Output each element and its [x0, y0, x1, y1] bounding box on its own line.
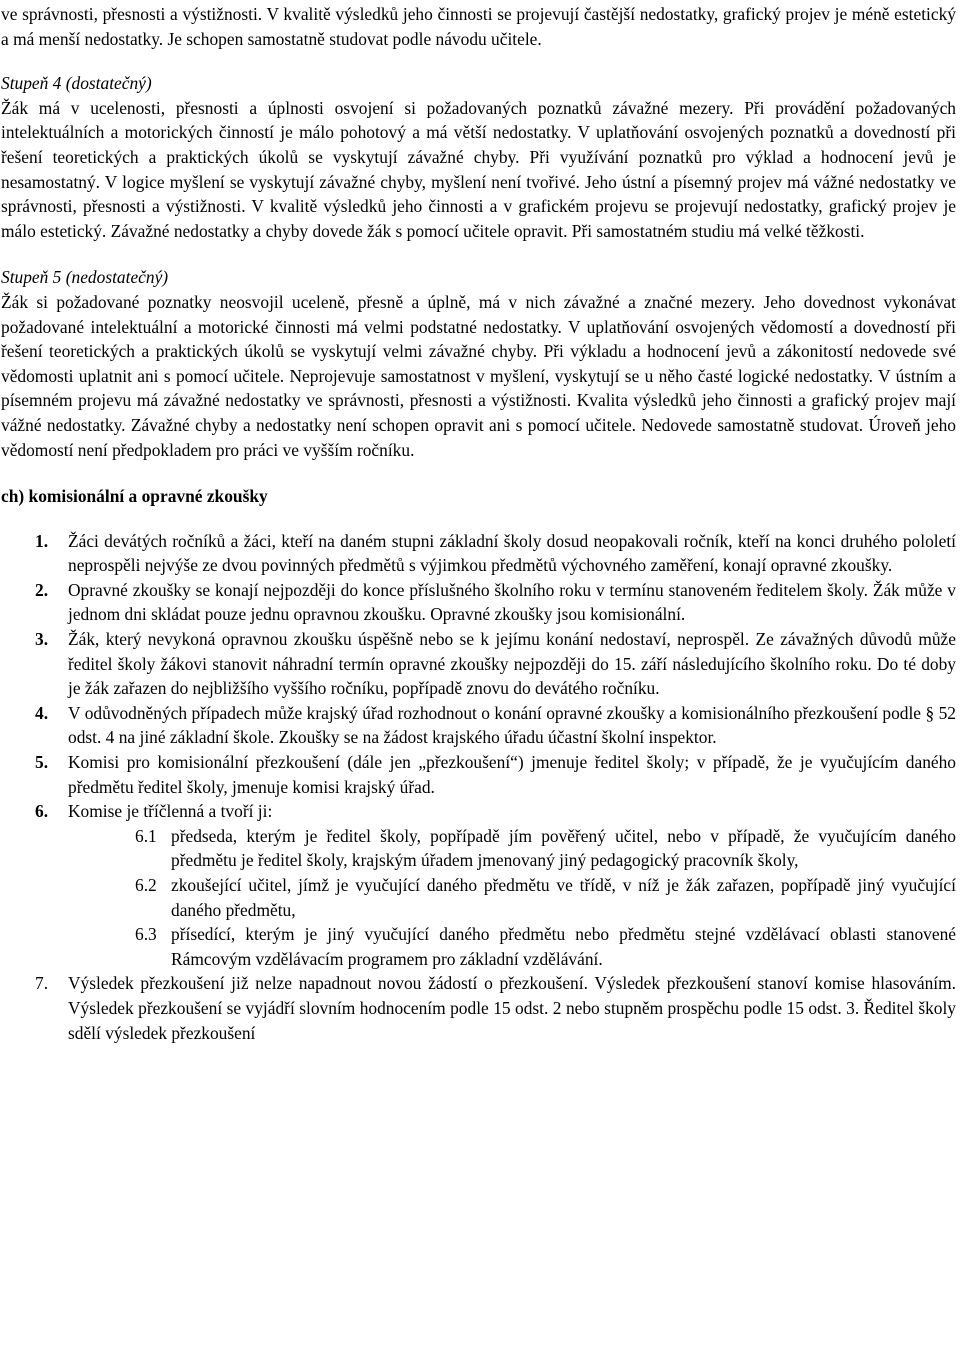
spacer [1, 243, 956, 265]
list-item [1, 701, 956, 750]
subitem-number: 6.2 [135, 875, 157, 895]
item-number: 3. [35, 629, 49, 650]
spacer [1, 462, 956, 484]
item-text: Komisi pro komisionální přezkoušení (dále jen „přezkoušení“) jmenuje ředitel školy; v případě, že je vyučujícím daného předmětu ředitel školy, jmenuje komisi krajský úřad. [68, 752, 956, 797]
list-item [1, 750, 956, 799]
list-item [1, 529, 956, 578]
item-number: 4. [35, 702, 49, 723]
item-text: Výsledek přezkoušení již nelze napadnout novou žádostí o přezkoušení. Výsledek přezkoušení stanoví komise hlasováním. Výsledek přezkoušení se vyjádří slovním hodnocením podle 15 odst. 2 nebo stupněm prospěchu podle 15 odst. 3. Ředitel školy sdělí výsledek přezkoušení [68, 973, 956, 1043]
list-item [1, 627, 956, 701]
spacer [1, 509, 956, 529]
sub-list-item [1, 873, 956, 922]
sub-list-item [1, 922, 956, 971]
rules-list [1, 529, 956, 1045]
grade5-text: Žák si požadované poznatky neosvojil uceleně, přesně a úplně, má v nich závažné a značné mezery. Jeho dovednost vykonávat požadované intelektuální a motorické činnosti má velmi podstatné nedostatky. V uplatňování osvojených vědomostí a dovedností při řešení teoretických a praktických úkolů se vyskytují velmi závažné chyby. Při výkladu a hodnocení jevů a zákonitostí nedovede své vědomosti uplatnit ani s pomocí učitele. Neprojevuje samostatnost v myšlení, vyskytují se u něho časté logické nedostatky. V ústním a písemném projevu má závažné nedostatky ve správnosti, přesnosti a výstižnosti. Kvalita výsledků jeho činnosti a grafický projev mají vážné nedostatky. Závažné chyby a nedostatky není schopen opravit ani s pomocí učitele. Nedovede samostatně studovat. Úroveň jeho vědomostí není předpokladem pro práci ve vyšším ročníku. [1, 291, 956, 460]
item-number: 6. [35, 801, 49, 822]
item-number: 5. [35, 752, 49, 773]
intro-continuation: ve správnosti, přesnosti a výstižnosti. V kvalitě výsledků jeho činnosti se projevují častější nedostatky, grafický projev je méně estetický a má menší nedostatky. Je schopen samostatně studovat podle návodu učitele. [1, 4, 956, 49]
item-number: 2. [35, 579, 49, 600]
subitem-text: zkoušející učitel, jímž je vyučující daného předmětu ve třídě, v níž je žák zařazen, popřípadě jiný vyučující daného předmětu, [171, 875, 956, 920]
section-title: ch) komisionální a opravné zkoušky [1, 486, 268, 507]
spacer [1, 51, 956, 71]
item-text: Opravné zkoušky se konají nejpozději do konce příslušného školního roku v termínu stanoveném ředitelem školy. Žák může v jednom dni skládat pouze jednu opravnou zkoušku. Opravné zkoušky jsou komisionální. [68, 579, 956, 625]
list-item [1, 578, 956, 627]
list-item [1, 799, 956, 971]
subitem-number: 6.1 [135, 825, 157, 846]
item-text: Žáci devátých ročníků a žáci, kteří na daném stupni základní školy dosud neopakovali ročník, kteří na konci druhého pololetí neprospěli nejvýše ze dvou povinných předmětů s výjimkou předmětů výchovného zaměření, konají opravné zkoušky. [68, 530, 956, 576]
sublist-wrapper [1, 824, 956, 972]
grade5-heading: Stupeň 5 (nedostatečný) [1, 267, 169, 288]
grade4-heading: Stupeň 4 (dostatečný) [1, 73, 152, 94]
item-number: 1. [35, 530, 49, 551]
sub-list [68, 824, 956, 972]
subitem-text: přísedící, kterým je jiný vyučující daného předmětu nebo předmětu stejné vzdělávací oblasti stanovené Rámcovým vzdělávacím programem pro základní vzdělávání. [171, 924, 956, 969]
item-text: Komise je tříčlenná a tvoří ji: [68, 801, 273, 822]
item-text: V odůvodněných případech může krajský úřad rozhodnout o konání opravné zkoušky a komisionálního přezkoušení podle § 52 odst. 4 na jiné základní škole. Zkoušky se na žádost krajského úřadu účastní školní inspektor. [68, 702, 956, 748]
list-item [1, 971, 956, 1045]
item-text: Žák, který nevykoná opravnou zkoušku úspěšně nebo se k jejímu konání nedostaví, neprospěl. Ze závažných důvodů může ředitel školy žákovi stanovit náhradní termín opravné zkoušky nejpozději do 15. září následujícího školního roku. Do té doby je žák zařazen do nejbližšího vyššího ročníku, popřípadě znovu do devátého ročníku. [68, 629, 956, 699]
item-number: 7. [35, 973, 49, 994]
subitem-number: 6.3 [135, 924, 157, 945]
grade4-text: Žák má v ucelenosti, přesnosti a úplnosti osvojení si požadovaných poznatků závažné mezery. Při provádění požadovaných intelektuálních a motorických činností je málo pohotový a má větší nedostatky. V uplatňování osvojených poznatků a dovedností při řešení teoretických a praktických úkolů se vyskytují závažné chyby. Při využívání poznatků pro výklad a hodnocení jevů je nesamostatný. V logice myšlení se vyskytují závažné chyby, myšlení není tvořivé. Jeho ústní a písemný projev má vážné nedostatky ve správnosti, přesnosti a výstižnosti. V kvalitě výsledků jeho činnosti a v grafickém projevu se projevují nedostatky, grafický projev je málo estetický. Závažné nedostatky a chyby dovede žák s pomocí učitele opravit. Při samostatném studiu má velké těžkosti. [1, 97, 956, 241]
sub-list-item [1, 824, 956, 873]
subitem-text: předseda, kterým je ředitel školy, popřípadě jím pověřený učitel, nebo v případě, že vyučujícím daného předmětu je ředitel školy, krajským úřadem jmenovaný jiný pedagogický pracovník školy, [171, 825, 956, 871]
